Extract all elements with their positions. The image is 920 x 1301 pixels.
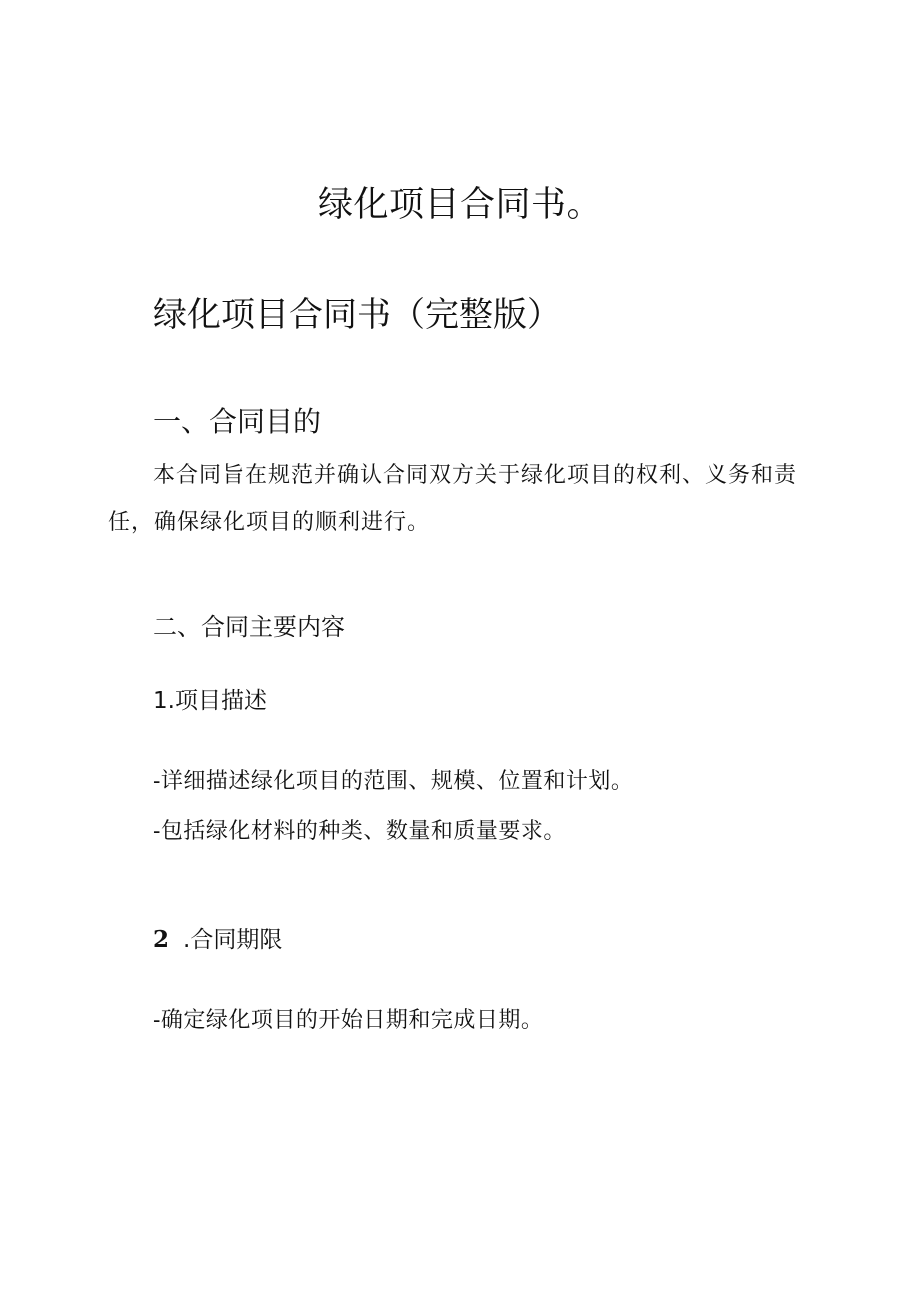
document-subtitle: 绿化项目合同书（完整版）: [153, 295, 561, 335]
paragraph-line: 本合同旨在规范并确认合同双方关于绿化项目的权利、义务和责: [153, 463, 798, 488]
subsection-heading-project-description: 1.项目描述: [153, 688, 267, 714]
list-item: -包括绿化材料的种类、数量和质量要求。: [153, 819, 566, 844]
list-item: -确定绿化项目的开始日期和完成日期。: [153, 1008, 544, 1033]
paragraph-line: 任，确保绿化项目的顺利进行。: [108, 510, 431, 535]
subsection-title: .合同期限: [183, 927, 283, 953]
list-item: -详细描述绿化项目的范围、规模、位置和计划。: [153, 769, 634, 794]
document-title: 绿化项目合同书。: [317, 185, 602, 225]
section-heading-main-content: 二、合同主要内容: [153, 613, 345, 641]
subsection-number: 2: [153, 926, 170, 953]
subsection-heading-contract-term: [153, 921, 282, 954]
section-heading-purpose: 一、合同目的: [153, 405, 322, 438]
